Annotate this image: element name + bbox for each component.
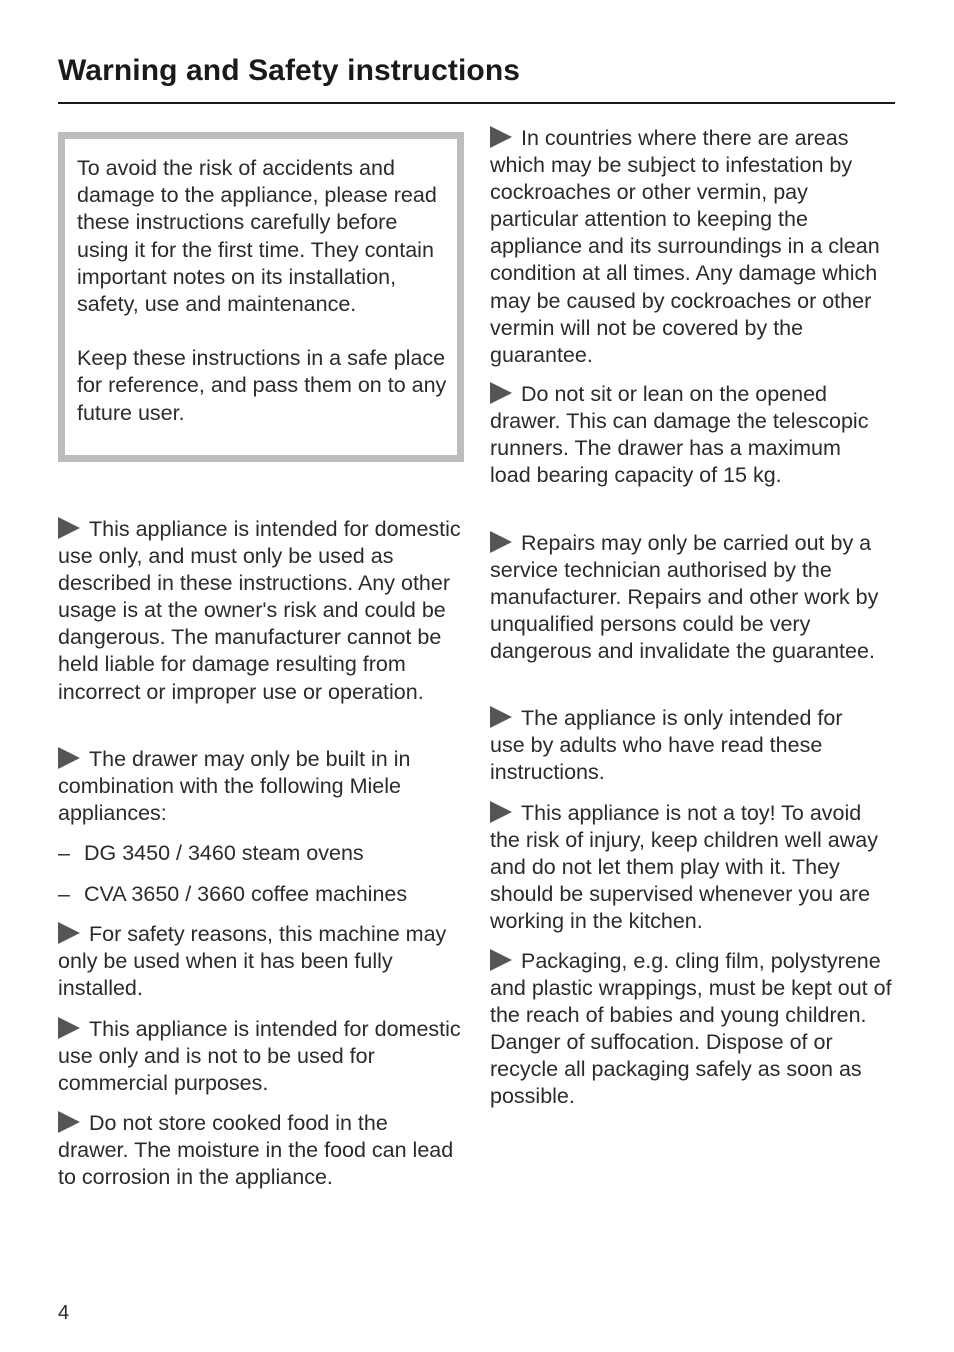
triangle-right-icon bbox=[490, 126, 512, 148]
page-header bbox=[58, 52, 895, 104]
safety-item bbox=[490, 530, 890, 665]
safety-item-text: This appliance is intended for domestic use only and is not to be used for commercial purposes. bbox=[58, 1017, 461, 1096]
safety-item bbox=[58, 1016, 468, 1097]
appliance-list-item-text: DG 3450 / 3460 steam ovens bbox=[84, 841, 364, 865]
safety-item-text: Repairs may only be carried out by a service technician authorised by the manufacturer. Repairs and other work by unqualified persons could be very dangerous and invalidate the guarantee. bbox=[490, 531, 879, 664]
safety-item-text: For safety reasons, this machine may only be used when it has been fully installed. bbox=[58, 922, 447, 1001]
safety-item bbox=[490, 800, 895, 935]
safety-item-text: This appliance is intended for domestic use only, and must only be used as described in these instructions. Any other usage is at the owner's risk and could be dangerous. The manufacturer cannot be held liable for damage resulting from incorrect or improper use or operation. bbox=[58, 517, 461, 704]
dash-marker: – bbox=[58, 841, 70, 865]
triangle-right-icon bbox=[490, 801, 512, 823]
safety-item bbox=[58, 516, 468, 706]
safety-item bbox=[490, 381, 880, 489]
triangle-right-icon bbox=[58, 517, 80, 539]
appliance-list-item-text: CVA 3650 / 3660 coffee machines bbox=[84, 882, 408, 906]
safety-item-text: The appliance is only intended for use by adults who have read these instructions. bbox=[490, 706, 843, 785]
triangle-right-icon bbox=[58, 747, 80, 769]
notice-paragraph: To avoid the risk of accidents and damage to the appliance, please read these instructions carefully before using it for the first time. They contain important notes on its installation, safety, use and maintenance. bbox=[77, 156, 437, 317]
triangle-right-icon bbox=[58, 1017, 80, 1039]
triangle-right-icon bbox=[58, 922, 80, 944]
appliance-list-item bbox=[58, 881, 468, 908]
appliance-list-item bbox=[58, 840, 468, 867]
safety-item bbox=[58, 1110, 458, 1191]
dash-marker: – bbox=[58, 882, 70, 906]
safety-item bbox=[490, 125, 895, 369]
safety-item-text: In countries where there are areas which may be subject to infestation by cockroaches or other vermin, pay particular attention to keeping the appliance and its surroundings in a clean condition at all times. Any damage which may be caused by cockroaches or other vermin will not be covered by the guarantee. bbox=[490, 126, 880, 367]
triangle-right-icon bbox=[490, 382, 512, 404]
notice-box bbox=[58, 132, 464, 462]
triangle-right-icon bbox=[490, 706, 512, 728]
triangle-right-icon bbox=[490, 949, 512, 971]
safety-item-text: Do not store cooked food in the drawer. The moisture in the food can lead to corrosion in the appliance. bbox=[58, 1111, 454, 1190]
safety-item-text: The drawer may only be built in in combination with the following Miele appliances: bbox=[58, 747, 411, 826]
safety-item bbox=[58, 921, 458, 1002]
page-number: 4 bbox=[58, 1302, 70, 1324]
triangle-right-icon bbox=[58, 1111, 80, 1133]
safety-item-text: This appliance is not a toy! To avoid the risk of injury, keep children well away and do not let them play with it. They should be supervised whenever you are working in the kitchen. bbox=[490, 801, 878, 934]
safety-item-text: Do not sit or lean on the opened drawer. This can damage the telescopic runners. The drawer has a maximum load bearing capacity of 15 kg. bbox=[490, 382, 869, 488]
triangle-right-icon bbox=[490, 531, 512, 553]
safety-item-text: Packaging, e.g. cling film, polystyrene and plastic wrappings, must be kept out of the reach of babies and young children. Danger of suffocation. Dispose of or recycle all packaging safely as soon as possible. bbox=[490, 949, 892, 1109]
page-title: Warning and Safety instructions bbox=[58, 54, 521, 87]
safety-item bbox=[58, 746, 458, 827]
safety-item bbox=[490, 948, 895, 1111]
safety-item bbox=[490, 705, 880, 786]
notice-paragraph: Keep these instructions in a safe place for reference, and pass them on to any future user. bbox=[77, 346, 447, 425]
